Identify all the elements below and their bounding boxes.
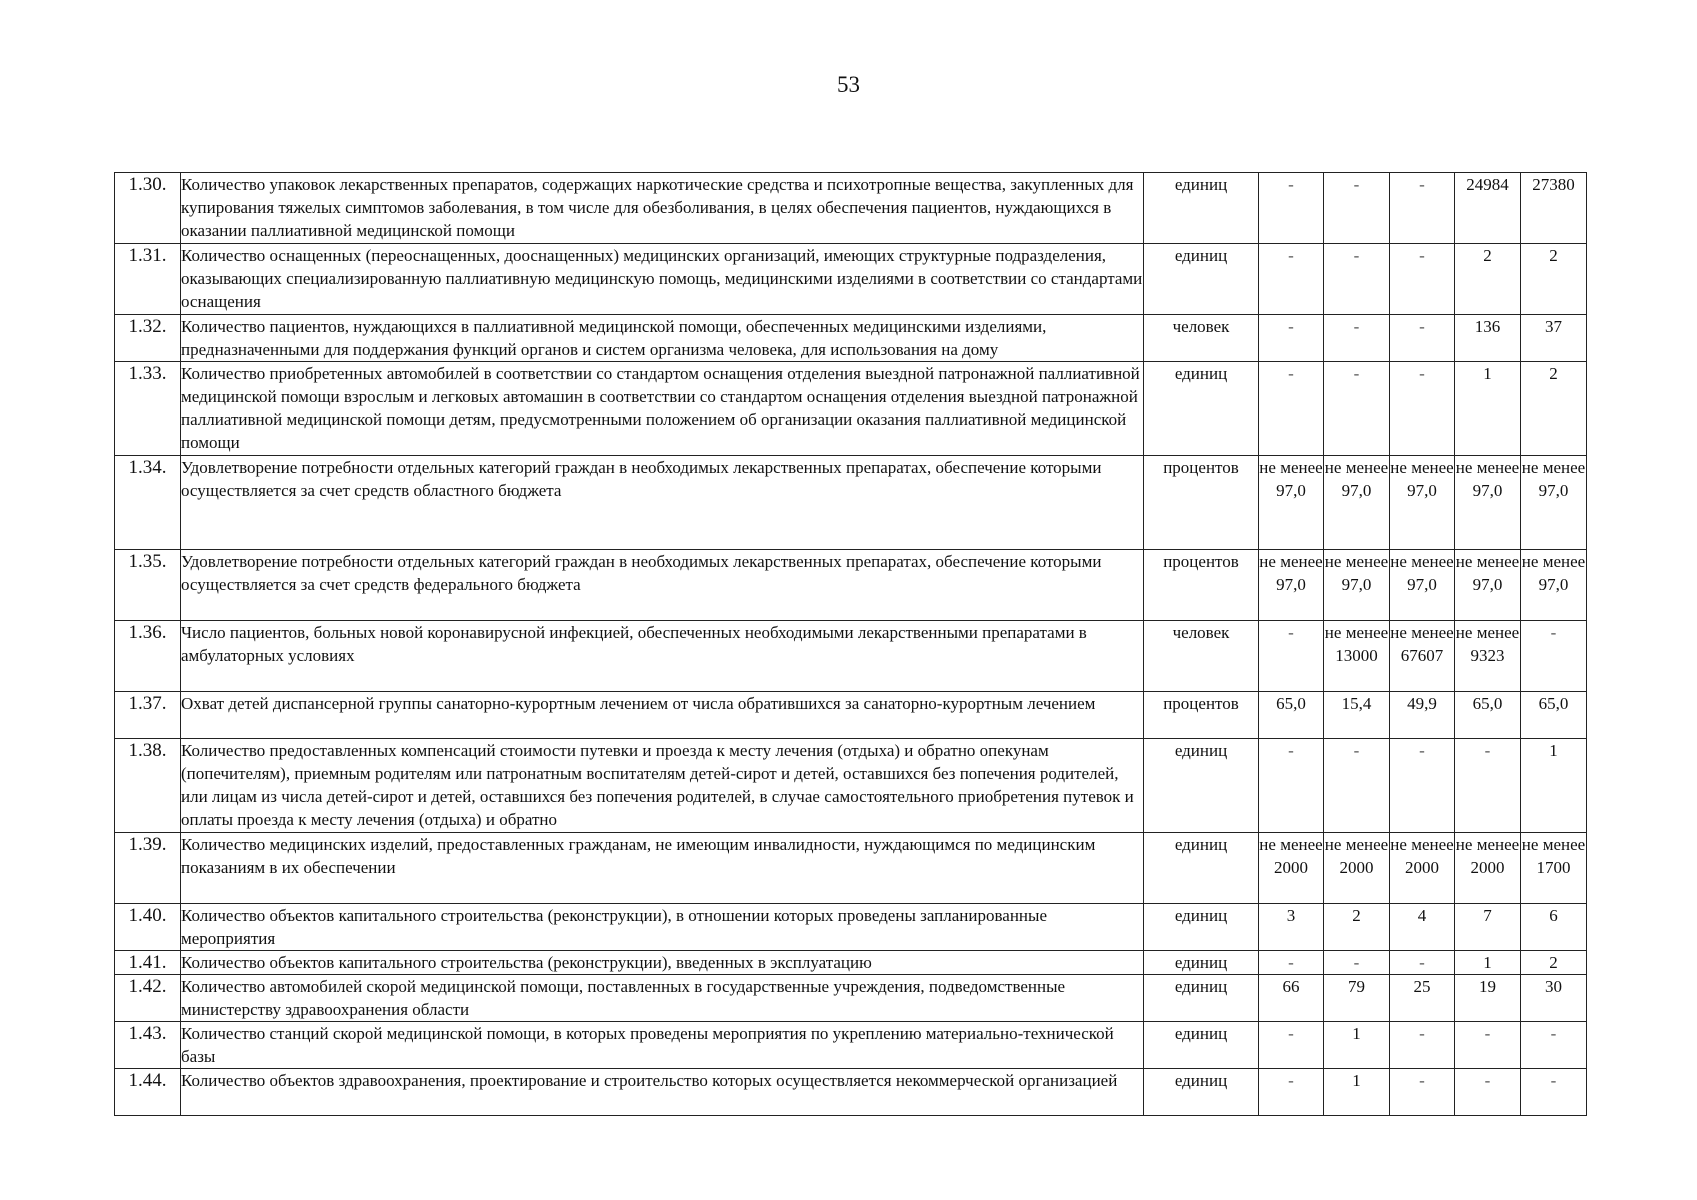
value-year-3: - — [1390, 951, 1455, 975]
unit-of-measure: единиц — [1144, 951, 1259, 975]
unit-of-measure: человек — [1144, 315, 1259, 362]
unit-of-measure: единиц — [1144, 739, 1259, 833]
value-year-4: 1 — [1455, 951, 1521, 975]
value-year-5: 1 — [1521, 739, 1587, 833]
value-year-2: не менее 97,0 — [1324, 456, 1390, 550]
indicator-name: Количество объектов капитального строительства (реконструкции), введенных в эксплуатацию — [181, 951, 1144, 975]
value-year-2: - — [1324, 173, 1390, 244]
unit-of-measure: процентов — [1144, 550, 1259, 621]
indicator-name: Количество предоставленных компенсаций стоимости путевки и проезда к месту лечения (отдыха) и обратно опекунам (попечителям), приемным родителям или патронатным воспитателям детей-сирот и детей, оставшихся без попечения родителей, или лицам из числа детей-сирот и детей, оставшихся без попечения родителей, в случае самостоятельного приобретения путевок и оплаты проезда к месту лечения (отдыха) и обратно — [181, 739, 1144, 833]
table-row — [115, 362, 1587, 456]
row-number: 1.34. — [115, 456, 181, 550]
value-year-3: не менее 67607 — [1390, 621, 1455, 692]
table-row — [115, 1069, 1587, 1116]
value-year-2: 2 — [1324, 904, 1390, 951]
value-year-4: 19 — [1455, 975, 1521, 1022]
indicator-name: Удовлетворение потребности отдельных категорий граждан в необходимых лекарственных препаратах, обеспечение которыми осуществляется за счет средств областного бюджета — [181, 456, 1144, 550]
value-year-1: не менее 2000 — [1259, 833, 1324, 904]
unit-of-measure: единиц — [1144, 244, 1259, 315]
unit-of-measure: единиц — [1144, 833, 1259, 904]
row-number: 1.43. — [115, 1022, 181, 1069]
table-row — [115, 692, 1587, 739]
unit-of-measure: единиц — [1144, 1069, 1259, 1116]
value-year-4: - — [1455, 739, 1521, 833]
row-number: 1.39. — [115, 833, 181, 904]
value-year-5: 37 — [1521, 315, 1587, 362]
value-year-1: - — [1259, 1022, 1324, 1069]
row-number: 1.36. — [115, 621, 181, 692]
value-year-5: 2 — [1521, 951, 1587, 975]
table-row — [115, 1022, 1587, 1069]
value-year-4: не менее 2000 — [1455, 833, 1521, 904]
value-year-2: - — [1324, 362, 1390, 456]
value-year-4: 24984 — [1455, 173, 1521, 244]
value-year-3: не менее 97,0 — [1390, 456, 1455, 550]
value-year-2: - — [1324, 951, 1390, 975]
value-year-3: - — [1390, 362, 1455, 456]
value-year-2: 79 — [1324, 975, 1390, 1022]
row-number: 1.42. — [115, 975, 181, 1022]
value-year-5: 2 — [1521, 362, 1587, 456]
row-number: 1.41. — [115, 951, 181, 975]
value-year-4: не менее 97,0 — [1455, 550, 1521, 621]
value-year-3: - — [1390, 1022, 1455, 1069]
table-row — [115, 975, 1587, 1022]
table-row — [115, 315, 1587, 362]
value-year-5: - — [1521, 1069, 1587, 1116]
row-number: 1.37. — [115, 692, 181, 739]
table-row — [115, 550, 1587, 621]
indicator-name: Количество приобретенных автомобилей в соответствии со стандартом оснащения отделения выездной патронажной паллиативной медицинской помощи взрослым и легковых автомашин в соответствии со стандартом оснащения отделения выездной патронажной паллиативной медицинской помощи детям, предусмотренными положением об организации оказания паллиативной медицинской помощи — [181, 362, 1144, 456]
value-year-4: 65,0 — [1455, 692, 1521, 739]
value-year-3: 25 — [1390, 975, 1455, 1022]
value-year-4: - — [1455, 1069, 1521, 1116]
value-year-5: - — [1521, 1022, 1587, 1069]
value-year-4: - — [1455, 1022, 1521, 1069]
page-number: 53 — [837, 72, 860, 97]
row-number: 1.30. — [115, 173, 181, 244]
value-year-2: не менее 2000 — [1324, 833, 1390, 904]
indicator-name: Количество оснащенных (переоснащенных, дооснащенных) медицинских организаций, имеющих структурные подразделения, оказывающих специализированную паллиативную медицинскую помощь, медицинскими изделиями в соответствии со стандартами оснащения — [181, 244, 1144, 315]
value-year-4: 7 — [1455, 904, 1521, 951]
value-year-3: 49,9 — [1390, 692, 1455, 739]
value-year-3: 4 — [1390, 904, 1455, 951]
value-year-5: не менее 97,0 — [1521, 456, 1587, 550]
indicator-name: Удовлетворение потребности отдельных категорий граждан в необходимых лекарственных препаратах, обеспечение которыми осуществляется за счет средств федерального бюджета — [181, 550, 1144, 621]
value-year-4: 1 — [1455, 362, 1521, 456]
value-year-1: - — [1259, 362, 1324, 456]
value-year-1: - — [1259, 173, 1324, 244]
unit-of-measure: единиц — [1144, 362, 1259, 456]
value-year-2: - — [1324, 315, 1390, 362]
value-year-2: не менее 13000 — [1324, 621, 1390, 692]
value-year-1: 3 — [1259, 904, 1324, 951]
unit-of-measure: процентов — [1144, 456, 1259, 550]
value-year-5: - — [1521, 621, 1587, 692]
value-year-5: 27380 — [1521, 173, 1587, 244]
value-year-1: 65,0 — [1259, 692, 1324, 739]
value-year-4: 136 — [1455, 315, 1521, 362]
value-year-3: - — [1390, 1069, 1455, 1116]
row-number: 1.31. — [115, 244, 181, 315]
indicator-name: Количество станций скорой медицинской помощи, в которых проведены мероприятия по укреплению материально-технической базы — [181, 1022, 1144, 1069]
value-year-5: не менее 1700 — [1521, 833, 1587, 904]
value-year-2: 1 — [1324, 1022, 1390, 1069]
value-year-3: - — [1390, 173, 1455, 244]
row-number: 1.40. — [115, 904, 181, 951]
value-year-5: 30 — [1521, 975, 1587, 1022]
table-row — [115, 833, 1587, 904]
indicator-name: Количество объектов капитального строительства (реконструкции), в отношении которых проведены запланированные мероприятия — [181, 904, 1144, 951]
value-year-3: не менее 97,0 — [1390, 550, 1455, 621]
indicator-name: Охват детей диспансерной группы санаторно-курортным лечением от числа обратившихся за санаторно-курортным лечением — [181, 692, 1144, 739]
value-year-2: - — [1324, 739, 1390, 833]
value-year-4: не менее 97,0 — [1455, 456, 1521, 550]
value-year-5: 65,0 — [1521, 692, 1587, 739]
table-row — [115, 244, 1587, 315]
value-year-5: 6 — [1521, 904, 1587, 951]
value-year-3: - — [1390, 315, 1455, 362]
row-number: 1.35. — [115, 550, 181, 621]
value-year-1: - — [1259, 739, 1324, 833]
unit-of-measure: единиц — [1144, 904, 1259, 951]
row-number: 1.33. — [115, 362, 181, 456]
table-row — [115, 739, 1587, 833]
unit-of-measure: процентов — [1144, 692, 1259, 739]
value-year-1: - — [1259, 951, 1324, 975]
table-row — [115, 951, 1587, 975]
unit-of-measure: единиц — [1144, 1022, 1259, 1069]
value-year-1: 66 — [1259, 975, 1324, 1022]
value-year-1: - — [1259, 315, 1324, 362]
value-year-2: не менее 97,0 — [1324, 550, 1390, 621]
row-number: 1.44. — [115, 1069, 181, 1116]
table-row — [115, 173, 1587, 244]
value-year-3: не менее 2000 — [1390, 833, 1455, 904]
unit-of-measure: единиц — [1144, 975, 1259, 1022]
value-year-5: не менее 97,0 — [1521, 550, 1587, 621]
indicator-name: Число пациентов, больных новой коронавирусной инфекцией, обеспеченных необходимыми лекарственными препаратами в амбулаторных условиях — [181, 621, 1144, 692]
table-row — [115, 456, 1587, 550]
value-year-2: - — [1324, 244, 1390, 315]
table-row — [115, 621, 1587, 692]
value-year-1: - — [1259, 1069, 1324, 1116]
row-number: 1.32. — [115, 315, 181, 362]
unit-of-measure: человек — [1144, 621, 1259, 692]
indicator-name: Количество пациентов, нуждающихся в паллиативной медицинской помощи, обеспеченных медицинскими изделиями, предназначенными для поддержания функций органов и систем организма человека, для использования на дому — [181, 315, 1144, 362]
table-row — [115, 904, 1587, 951]
value-year-1: не менее 97,0 — [1259, 456, 1324, 550]
value-year-1: - — [1259, 621, 1324, 692]
value-year-1: не менее 97,0 — [1259, 550, 1324, 621]
value-year-1: - — [1259, 244, 1324, 315]
value-year-5: 2 — [1521, 244, 1587, 315]
indicator-name: Количество объектов здравоохранения, проектирование и строительство которых осуществляется некоммерческой организацией — [181, 1069, 1144, 1116]
indicator-name: Количество медицинских изделий, предоставленных гражданам, не имеющим инвалидности, нуждающимся по медицинским показаниям в их обеспечении — [181, 833, 1144, 904]
value-year-4: не менее 9323 — [1455, 621, 1521, 692]
value-year-2: 1 — [1324, 1069, 1390, 1116]
indicator-name: Количество автомобилей скорой медицинской помощи, поставленных в государственные учреждения, подведомственные министерству здравоохранения области — [181, 975, 1144, 1022]
value-year-3: - — [1390, 739, 1455, 833]
indicator-name: Количество упаковок лекарственных препаратов, содержащих наркотические средства и психотропные вещества, закупленных для купирования тяжелых симптомов заболевания, в том числе для обезболивания, в целях обеспечения пациентов, нуждающихся в оказании паллиативной медицинской помощи — [181, 173, 1144, 244]
row-number: 1.38. — [115, 739, 181, 833]
value-year-3: - — [1390, 244, 1455, 315]
value-year-2: 15,4 — [1324, 692, 1390, 739]
indicators-table — [114, 172, 1587, 1116]
unit-of-measure: единиц — [1144, 173, 1259, 244]
value-year-4: 2 — [1455, 244, 1521, 315]
